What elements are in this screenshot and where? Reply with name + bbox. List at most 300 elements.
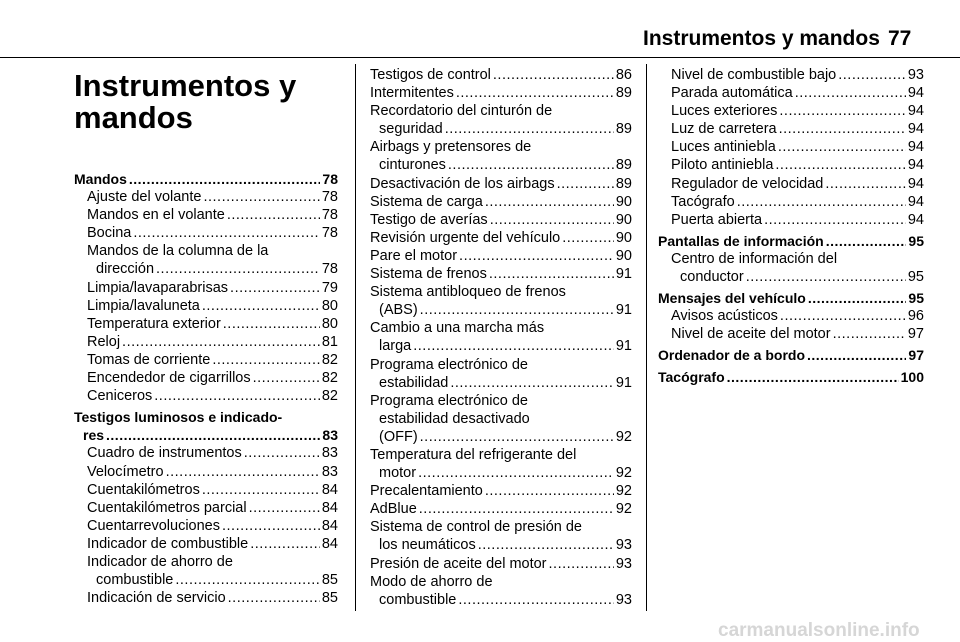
dot-leader — [166, 463, 320, 481]
toc-entry[interactable] — [658, 250, 924, 286]
toc-entry-title: Testigos de control — [370, 67, 491, 83]
toc-entry-title: Parada automática — [671, 85, 793, 102]
dot-leader — [779, 120, 906, 138]
toc-entry[interactable] — [658, 325, 924, 343]
toc-entry-page: 78 — [321, 225, 338, 242]
toc-entry-title: Cuentakilómetros — [87, 481, 200, 498]
toc-entry-line — [370, 428, 632, 446]
toc-entry-line — [87, 206, 338, 224]
toc-entry-page: 83 — [321, 463, 338, 480]
toc-entry-page: 86 — [615, 67, 632, 83]
toc-entry-title: Precalentamiento — [370, 483, 483, 500]
toc-entry[interactable] — [370, 211, 632, 229]
toc-column-2 — [370, 66, 632, 609]
toc-entry-title: Temperatura exterior — [87, 315, 221, 332]
column-divider — [355, 64, 356, 611]
toc-entry-title: Indicación de servicio — [87, 590, 226, 607]
toc-entry[interactable] — [658, 66, 924, 84]
toc-entry-line — [87, 463, 338, 481]
toc-entry-line — [658, 232, 924, 250]
toc-entry-line — [87, 481, 338, 499]
toc-entry-page: 96 — [907, 308, 924, 325]
dot-leader — [485, 482, 614, 500]
toc-entry-title: Limpia/lavaluneta — [87, 297, 200, 314]
toc-entry-line — [87, 369, 338, 387]
toc-entry[interactable] — [74, 297, 338, 315]
dot-leader — [778, 138, 906, 156]
toc-entry[interactable] — [74, 589, 338, 607]
toc-entry-page: 93 — [615, 555, 632, 572]
toc-entry[interactable] — [74, 481, 338, 499]
dot-leader — [459, 247, 614, 265]
toc-entry[interactable] — [658, 193, 924, 211]
toc-entry-line — [74, 426, 338, 444]
toc-entry-title: Ajuste del volante — [87, 189, 202, 206]
toc-entry-title: Limpia/lavaparabrisas — [87, 279, 229, 296]
toc-entry[interactable] — [370, 175, 632, 193]
toc-entry[interactable] — [370, 229, 632, 247]
toc-entry[interactable] — [370, 500, 632, 518]
toc-entry-line — [87, 333, 338, 351]
toc-entry[interactable] — [370, 573, 632, 609]
toc-entry-title: Sistema de frenos — [370, 266, 487, 283]
toc-entry-title: larga — [379, 338, 412, 355]
toc-entry-page: 82 — [321, 388, 338, 405]
dot-leader — [493, 66, 614, 84]
toc-entry-line — [671, 268, 924, 286]
dot-leader — [826, 232, 907, 250]
toc-entry-page: 89 — [615, 157, 632, 174]
toc-entry[interactable] — [370, 283, 632, 319]
toc-entry[interactable] — [74, 444, 338, 462]
toc-entry-line — [370, 84, 632, 102]
toc-entry-title: Mensajes del vehículo — [658, 290, 806, 307]
toc-entry-title: Reloj — [87, 333, 121, 350]
toc-entry-page: 92 — [615, 465, 632, 482]
dot-leader — [413, 337, 614, 355]
toc-entry-title: combustible — [96, 572, 174, 589]
dot-leader — [825, 175, 906, 193]
toc-entry-line — [370, 500, 632, 518]
toc-entry-page: 84 — [321, 499, 338, 516]
toc-entry-page: 85 — [321, 590, 338, 607]
toc-entry[interactable] — [370, 482, 632, 500]
dot-leader — [795, 84, 906, 102]
toc-entry[interactable] — [74, 387, 338, 405]
toc-entry-line — [74, 170, 338, 188]
toc-entry-page: 94 — [907, 157, 924, 174]
toc-entry-title: Cuentarrevoluciones — [87, 517, 220, 534]
toc-entry-line — [370, 229, 632, 247]
dot-leader — [420, 428, 614, 446]
toc-entry-page: 91 — [615, 338, 632, 355]
toc-entry-line — [87, 279, 338, 297]
toc-section-entry[interactable] — [658, 289, 924, 307]
dot-leader — [549, 555, 614, 573]
toc-entry-page: 78 — [321, 189, 338, 206]
dot-leader — [448, 156, 614, 174]
toc-entry-page: 82 — [321, 351, 338, 368]
toc-entry[interactable] — [658, 138, 924, 156]
watermark: carmanualsonline.info — [718, 620, 920, 641]
toc-entry-title: Piloto antiniebla — [671, 157, 774, 174]
toc-section-entry[interactable] — [658, 346, 924, 364]
running-header-title: Instrumentos y mandos — [643, 27, 880, 50]
toc-entry-page: 100 — [900, 368, 924, 385]
column-divider — [646, 64, 647, 611]
dot-leader — [203, 188, 319, 206]
toc-entry[interactable] — [370, 518, 632, 554]
toc-entry-line — [370, 265, 632, 283]
toc-entry-line — [370, 482, 632, 500]
toc-entry-title: motor — [379, 465, 417, 482]
toc-entry-title: Avisos acústicos — [671, 308, 778, 325]
toc-entry-page: 89 — [615, 85, 632, 102]
toc-entry-page: 83 — [321, 445, 338, 462]
toc-entry-line — [671, 66, 924, 84]
toc-entry-line — [671, 211, 924, 229]
toc-entry-line — [671, 307, 924, 325]
dot-leader — [485, 193, 614, 211]
dot-leader — [562, 229, 614, 247]
toc-entry[interactable] — [370, 247, 632, 265]
toc-entry-page: 89 — [615, 121, 632, 138]
toc-entry[interactable] — [658, 175, 924, 193]
dot-leader — [420, 301, 614, 319]
toc-entry-title: Temperatura del refrigerante del — [370, 446, 577, 463]
toc-entry-title: Tacógrafo — [671, 193, 735, 210]
toc-entry-title: estabilidad — [379, 374, 449, 391]
chapter-title-line: mandos — [74, 100, 193, 135]
toc-section-entry[interactable] — [74, 170, 338, 188]
toc-entry-line — [671, 156, 924, 174]
toc-entry-title: Nivel de combustible bajo — [671, 67, 837, 83]
toc-entry-page: 91 — [615, 266, 632, 283]
chapter-title — [74, 70, 344, 134]
toc-entry-title: Cambio a una marcha más — [370, 320, 545, 337]
toc-entry-title: los neumáticos — [379, 537, 476, 554]
dot-leader — [764, 211, 906, 229]
toc-entry-page: 95 — [908, 290, 924, 307]
toc-entry-title: Ceniceros — [87, 388, 153, 405]
dot-leader — [779, 102, 905, 120]
toc-entry-title: Indicador de combustible — [87, 535, 249, 552]
dot-leader — [727, 368, 899, 386]
toc-entry-title: Bocina — [87, 225, 132, 242]
toc-entry[interactable] — [658, 120, 924, 138]
dot-leader — [106, 426, 320, 444]
toc-entry-page: 90 — [615, 193, 632, 210]
toc-entry[interactable] — [74, 463, 338, 481]
toc-entry-line — [370, 156, 632, 174]
toc-entry-line — [87, 499, 338, 517]
toc-entry-line — [370, 591, 632, 609]
toc-entry-line — [370, 536, 632, 554]
toc-entry-title: Tacógrafo — [658, 368, 725, 385]
toc-entry[interactable] — [658, 307, 924, 325]
toc-entry-line — [87, 297, 338, 315]
toc-entry[interactable] — [658, 211, 924, 229]
toc-entry-title: cinturones — [379, 157, 446, 174]
toc-entry-title: Indicador de ahorro de — [87, 553, 233, 570]
toc-section-entry[interactable] — [658, 232, 924, 250]
toc-entry[interactable] — [658, 156, 924, 174]
toc-entry-page: 78 — [321, 261, 338, 278]
dot-leader — [133, 224, 320, 242]
toc-entry-line — [370, 464, 632, 482]
toc-entry-title: (OFF) — [379, 428, 418, 445]
toc-entry-page: 94 — [907, 121, 924, 138]
toc-entry-title: Desactivación de los airbags — [370, 175, 555, 192]
dot-leader — [228, 589, 320, 607]
toc-entry-line — [658, 289, 924, 307]
toc-entry[interactable] — [74, 206, 338, 224]
toc-entry-page: 82 — [321, 370, 338, 387]
toc-entry-title: Revisión urgente del vehículo — [370, 229, 561, 246]
toc-entry-line — [87, 589, 338, 607]
dot-leader — [780, 307, 906, 325]
toc-entry[interactable] — [74, 517, 338, 535]
dot-leader — [490, 211, 614, 229]
toc-entry-title: Tomas de corriente — [87, 351, 211, 368]
dot-leader — [746, 268, 906, 286]
toc-entry-title: Testigos luminosos e indicado- — [74, 409, 283, 426]
toc-entry-title: Programa electrónico de — [370, 356, 528, 373]
toc-entry-line — [671, 84, 924, 102]
dot-leader — [154, 387, 320, 405]
toc-entry-title: Intermitentes — [370, 85, 454, 102]
toc-entry-page: 94 — [907, 211, 924, 228]
toc-entry[interactable] — [370, 66, 632, 84]
toc-entry-title: Sistema de carga — [370, 193, 483, 210]
toc-entry-title: Modo de ahorro de — [370, 573, 493, 590]
toc-entry-page: 97 — [908, 347, 924, 364]
toc-entry[interactable] — [370, 102, 632, 138]
toc-entry-line — [87, 260, 338, 278]
dot-leader — [250, 535, 320, 553]
toc-entry-page: 90 — [615, 247, 632, 264]
toc-entry[interactable] — [74, 369, 338, 387]
dot-leader — [230, 279, 320, 297]
toc-entry-line — [87, 444, 338, 462]
toc-entry-line — [370, 66, 632, 84]
toc-entry-page: 81 — [321, 333, 338, 350]
toc-entry-line — [87, 351, 338, 369]
toc-entry-page: 90 — [615, 211, 632, 228]
toc-entry-title: Luces exteriores — [671, 103, 778, 120]
toc-entry[interactable] — [74, 351, 338, 369]
toc-entry-title: Pare el motor — [370, 247, 458, 264]
toc-entry[interactable] — [370, 265, 632, 283]
toc-entry-title: Centro de información del — [671, 250, 838, 267]
dot-leader — [808, 289, 907, 307]
chapter-title-line: Instrumentos y — [74, 68, 297, 103]
toc-entry-page: 95 — [908, 232, 924, 249]
dot-leader — [557, 175, 614, 193]
toc-entry-page: 94 — [907, 85, 924, 102]
toc-entry[interactable] — [370, 446, 632, 482]
toc-entry-page: 90 — [615, 229, 632, 246]
dot-leader — [418, 464, 614, 482]
toc-entry-page: 83 — [322, 427, 338, 444]
toc-entry-title: Testigo de averías — [370, 211, 488, 228]
toc-entry-title: Puerta abierta — [671, 211, 763, 228]
toc-entry-line — [671, 102, 924, 120]
toc-entry-page: 84 — [321, 481, 338, 498]
dot-leader — [419, 500, 614, 518]
dot-leader — [737, 193, 906, 211]
toc-entry-page: 95 — [907, 269, 924, 286]
toc-entry-line — [87, 387, 338, 405]
dot-leader — [807, 346, 906, 364]
toc-entry[interactable] — [370, 193, 632, 211]
toc-entry-line — [370, 337, 632, 355]
toc-entry-page: 80 — [321, 297, 338, 314]
toc-entry-title: Ordenador de a bordo — [658, 347, 806, 364]
toc-entry-title: Luces antiniebla — [671, 139, 776, 156]
dot-leader — [489, 265, 614, 283]
toc-entry-title: Regulador de velocidad — [671, 175, 824, 192]
toc-entry-title: Recordatorio del cinturón de — [370, 103, 553, 120]
toc-entry-title: res — [83, 427, 105, 444]
toc-entry-line — [671, 193, 924, 211]
toc-entry-page: 91 — [615, 374, 632, 391]
toc-entry-title: Velocímetro — [87, 463, 164, 480]
dot-leader — [775, 156, 905, 174]
toc-entry-line — [87, 535, 338, 553]
toc-entry-line — [370, 555, 632, 573]
toc-entry-page: 94 — [907, 193, 924, 210]
dot-leader — [202, 481, 320, 499]
toc-entry-page: 92 — [615, 501, 632, 518]
toc-entry-title: Pantallas de información — [658, 232, 824, 249]
dot-leader — [838, 66, 906, 84]
toc-entry[interactable] — [74, 224, 338, 242]
toc-entry[interactable] — [74, 315, 338, 333]
toc-entry[interactable] — [74, 333, 338, 351]
toc-entry-page: 94 — [907, 103, 924, 120]
toc-entry[interactable] — [74, 553, 338, 589]
toc-entry-line — [370, 247, 632, 265]
toc-entry-title: AdBlue — [370, 501, 417, 518]
dot-leader — [122, 333, 320, 351]
toc-entry-page: 93 — [615, 537, 632, 554]
dot-leader — [223, 315, 320, 333]
toc-entry[interactable] — [370, 356, 632, 392]
dot-leader — [249, 499, 320, 517]
toc-entry-line — [658, 368, 924, 386]
toc-entry-line — [87, 571, 338, 589]
toc-entry-page: 92 — [615, 483, 632, 500]
page-number: 77 — [888, 27, 912, 50]
dot-leader — [450, 374, 614, 392]
toc-column-1 — [74, 170, 338, 607]
toc-entry-page: 89 — [615, 175, 632, 192]
toc-entry-title: Cuadro de instrumentos — [87, 445, 242, 462]
toc-entry-title: estabilidad desactivado — [379, 410, 530, 427]
toc-entry-title: combustible — [379, 591, 457, 608]
toc-entry-title: (ABS) — [379, 302, 418, 319]
toc-entry-line — [87, 517, 338, 535]
toc-entry-line — [370, 301, 632, 319]
toc-entry-page: 94 — [907, 139, 924, 156]
toc-entry-page: 84 — [321, 517, 338, 534]
toc-entry-title: dirección — [96, 261, 155, 278]
toc-entry-title: Airbags y pretensores de — [370, 139, 532, 156]
toc-entry-line — [87, 188, 338, 206]
toc-entry[interactable] — [370, 138, 632, 174]
toc-entry[interactable] — [370, 84, 632, 102]
toc-entry-line — [370, 120, 632, 138]
toc-entry-title: Sistema de control de presión de — [370, 519, 582, 536]
toc-section-entry[interactable] — [658, 368, 924, 386]
toc-section-entry[interactable] — [74, 408, 338, 444]
toc-entry-page: 92 — [615, 428, 632, 445]
toc-entry[interactable] — [74, 242, 338, 278]
toc-entry-line — [671, 138, 924, 156]
toc-entry-page: 78 — [322, 171, 338, 187]
toc-entry-title: Cuentakilómetros parcial — [87, 499, 247, 516]
dot-leader — [244, 444, 320, 462]
toc-entry[interactable] — [74, 499, 338, 517]
dot-leader — [458, 591, 613, 609]
toc-entry-page: 84 — [321, 535, 338, 552]
toc-entry[interactable] — [370, 555, 632, 573]
toc-entry-title: Mandos en el volante — [87, 207, 225, 224]
toc-entry[interactable] — [658, 102, 924, 120]
toc-entry-title: Presión de aceite del motor — [370, 555, 547, 572]
toc-entry-page: 80 — [321, 315, 338, 332]
dot-leader — [212, 351, 320, 369]
toc-entry-page: 91 — [615, 302, 632, 319]
toc-column-3 — [658, 66, 924, 386]
toc-entry-title: Luz de carretera — [671, 121, 777, 138]
dot-leader — [202, 297, 320, 315]
dot-leader — [222, 517, 320, 535]
running-header — [0, 0, 960, 58]
toc-entry-title: Sistema antibloqueo de frenos — [370, 284, 566, 301]
dot-leader — [456, 84, 614, 102]
dot-leader — [833, 325, 906, 343]
dot-leader — [156, 260, 320, 278]
toc-entry[interactable] — [658, 84, 924, 102]
toc-entry-line — [370, 175, 632, 193]
toc-entry[interactable] — [74, 535, 338, 553]
toc-entry-title: Mandos de la columna de la — [87, 243, 269, 260]
dot-leader — [227, 206, 320, 224]
toc-entry-line — [370, 211, 632, 229]
toc-entry-line — [370, 193, 632, 211]
toc-entry-line — [87, 315, 338, 333]
toc-entry-line — [370, 374, 632, 392]
toc-entry-page: 85 — [321, 572, 338, 589]
toc-entry[interactable] — [370, 392, 632, 446]
toc-entry-title: seguridad — [379, 121, 443, 138]
toc-entry-line — [671, 175, 924, 193]
toc-entry-page: 79 — [321, 279, 338, 296]
toc-entry-line — [87, 224, 338, 242]
toc-entry-page: 93 — [615, 591, 632, 608]
toc-entry-line — [671, 120, 924, 138]
toc-entry-page: 78 — [321, 207, 338, 224]
dot-leader — [445, 120, 614, 138]
toc-entry-page: 94 — [907, 175, 924, 192]
dot-leader — [253, 369, 320, 387]
toc-entry-title: conductor — [680, 269, 744, 286]
toc-entry[interactable] — [74, 279, 338, 297]
toc-entry[interactable] — [74, 188, 338, 206]
toc-entry[interactable] — [370, 319, 632, 355]
